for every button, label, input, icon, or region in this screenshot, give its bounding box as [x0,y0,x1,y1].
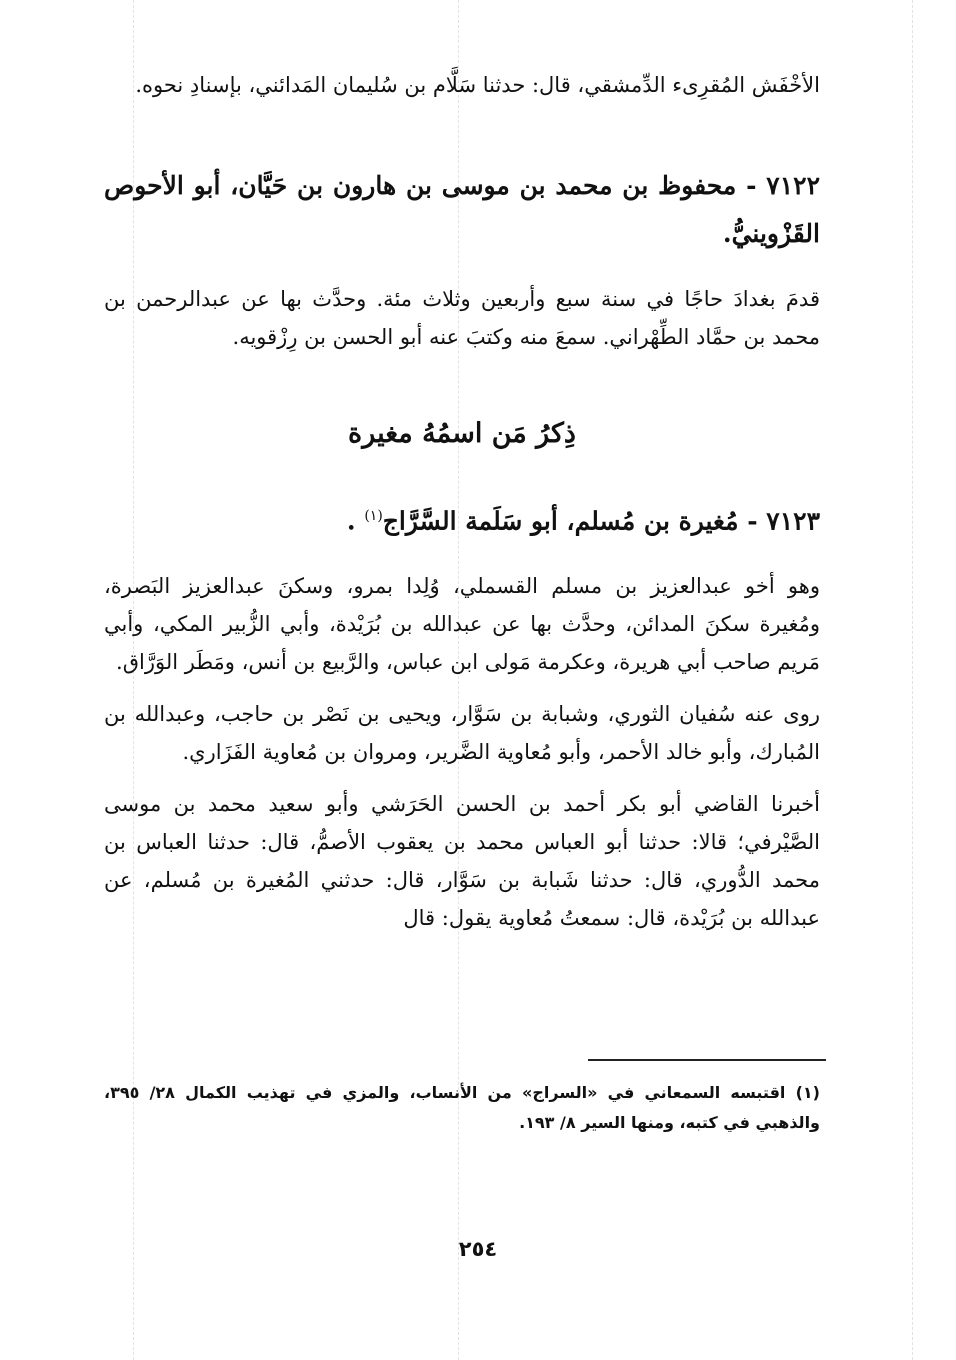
entry-7123-paragraph-1: وهو أخو عبدالعزيز بن مسلم القسملي، وُلِدا بمرو، وسكنَ عبدالعزيز البَصرة، ومُغيرة سكنَ المدائن، وحدَّث بها عن عبدالله بن بُرَيْدة، وأبي الزُّبير المكي، وأبي مَريم صاحب أبي هريرة، وعكرمة مَولى ابن عباس، والرَّبيع بن أنس، ومَطَر الوَرَّاق. [104,574,820,675]
entry-7122-text: قدمَ بغدادَ حاجًا في سنة سبع وأربعين وثلاث مئة. وحدَّث بها عن عبدالرحمن بن محمد بن حمَّاد الطِّهْراني. سمعَ منه وكتبَ عنه أبو الحسن بن رِزْقويه. [104,287,820,349]
entry-7123-paragraph-2: روى عنه سُفيان الثوري، وشبابة بن سَوَّار، ويحيى بن نَصْر بن حاجب، وعبدالله بن المُبارك، وأبو خالد الأحمر، وأبو مُعاوية الضَّرير، ومروان بن مُعاوية الفَزَاري. [104,702,820,765]
continuation-block [104,66,820,104]
footnote-text: (١) اقتبسه السمعاني في «السراج» من الأنساب، والمزي في تهذيب الكمال ٢٨/ ٣٩٥، والذهبي في كتبه، ومنها السير ٨/ ١٩٣. [104,1083,820,1132]
entry-7123-paragraph-3: أخبرنا القاضي أبو بكر أحمد بن الحسن الحَرَشي وأبو سعيد محمد بن موسى الصَّيْرفي؛ قالا: حدثنا أبو العباس محمد بن يعقوب الأصمُّ، قال: حدثنا العباس بن محمد الدُّوري، قال: حدثنا شَبابة بن سَوَّار، قال: حدثني المُغيرة بن مُسلم، عن عبدالله بن بُرَيْدة، قال: سمعتُ مُعاوية يقول: قال [104,792,820,931]
continuation-paragraph: الأخْفَش المُقرِىء الدِّمشقي، قال: حدثنا سَلَّام بن سُليمان المَدائني، بإسنادِ نحوه. [135,73,820,97]
scan-artifact-line [912,0,913,1360]
footnote [104,1078,820,1138]
entry-7123-title-end: . [346,506,356,536]
page-number: ٢٥٤ [458,1237,498,1261]
entry-7122 [104,162,820,356]
footnote-marker[interactable]: (١) [364,508,383,524]
entry-7123-title [104,492,820,545]
entry-7123 [104,492,820,937]
footnote-divider [588,1059,826,1061]
entry-7123-title-text: ٧١٢٣ - مُغيرة بن مُسلم، أبو سَلَمة السَّرَّاج [382,506,820,536]
entry-7122-title: ٧١٢٢ - محفوظ بن محمد بن موسى بن هارون بن حَيَّان، أبو الأحوص القَزْوينيُّ. [104,171,820,248]
section-heading: ذِكرُ مَن اسمُهُ مغيرة [348,418,576,449]
